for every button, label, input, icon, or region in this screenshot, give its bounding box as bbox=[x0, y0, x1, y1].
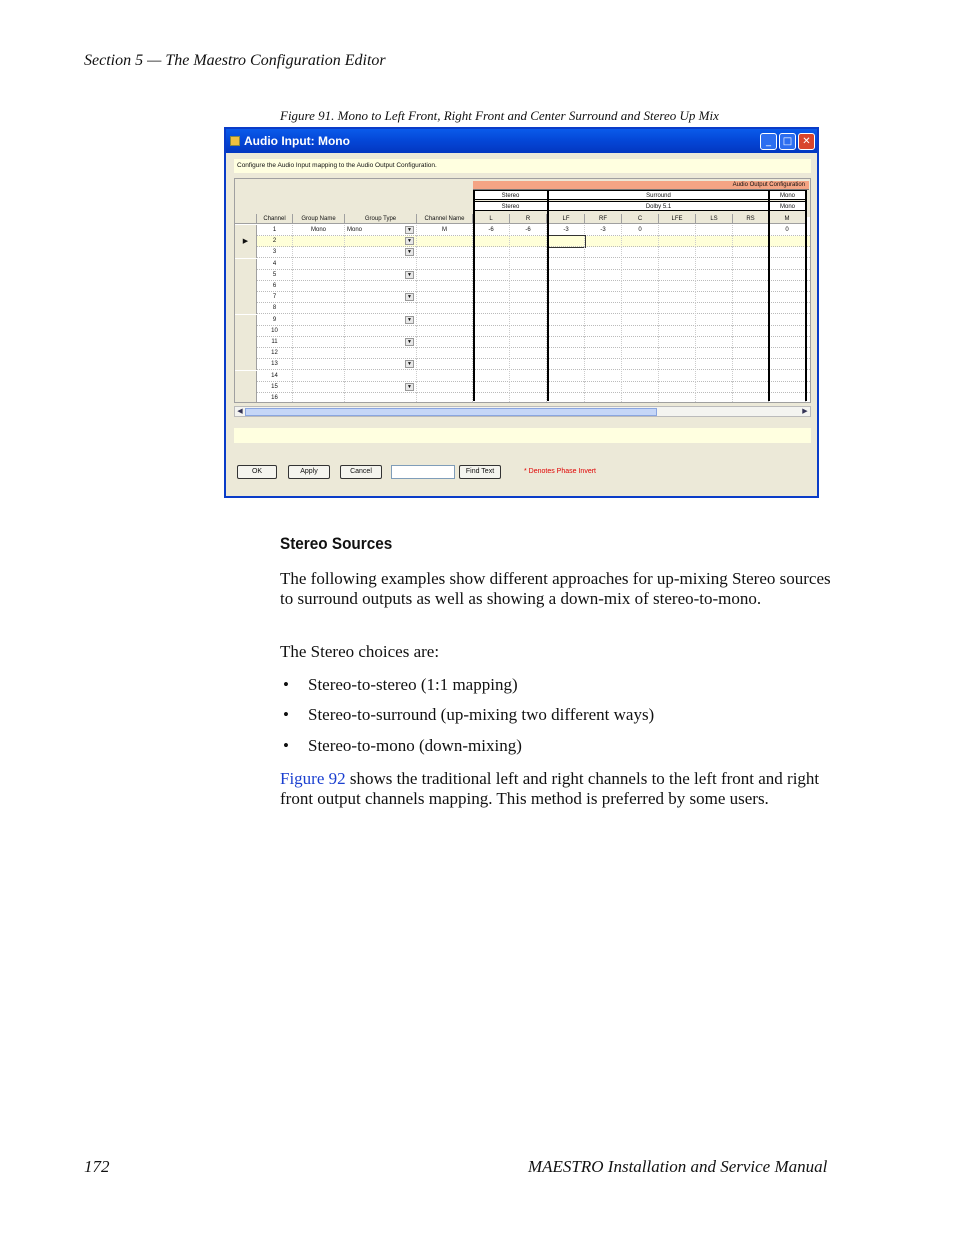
cell-channel[interactable]: 6 bbox=[257, 281, 293, 292]
cell-channel-name[interactable]: M bbox=[417, 225, 473, 236]
cell-channel-name[interactable] bbox=[417, 247, 473, 258]
cell-ls[interactable] bbox=[696, 326, 733, 337]
row-selector[interactable] bbox=[235, 247, 257, 258]
row-selector[interactable] bbox=[235, 382, 257, 393]
cell-channel[interactable]: 9 bbox=[257, 315, 293, 326]
cell-lf[interactable] bbox=[548, 326, 585, 337]
cell-channel[interactable]: 10 bbox=[257, 326, 293, 337]
cell-r[interactable] bbox=[510, 371, 547, 382]
cell-c[interactable] bbox=[622, 247, 659, 258]
cell-lf[interactable] bbox=[548, 303, 585, 314]
cell-r[interactable] bbox=[510, 382, 547, 393]
cell-rs[interactable] bbox=[733, 225, 769, 236]
cell-group-name[interactable] bbox=[293, 337, 345, 348]
cell-channel-name[interactable] bbox=[417, 303, 473, 314]
cell-channel[interactable]: 8 bbox=[257, 303, 293, 314]
cell-ls[interactable] bbox=[696, 303, 733, 314]
table-row[interactable] bbox=[235, 259, 811, 270]
cell-l[interactable] bbox=[473, 247, 510, 258]
cell-rf[interactable] bbox=[585, 292, 622, 303]
cell-group-name[interactable] bbox=[293, 382, 345, 393]
cell-group-type[interactable] bbox=[345, 303, 417, 314]
manual-title: MAESTRO Installation and Service Manual bbox=[528, 1157, 828, 1176]
scroll-left-icon[interactable]: ◀ bbox=[237, 407, 243, 415]
cell-lfe[interactable] bbox=[659, 236, 696, 247]
cell-ls[interactable] bbox=[696, 247, 733, 258]
group-type-dropdown-icon[interactable]: ▼ bbox=[405, 226, 414, 234]
column-header-channel: Channel bbox=[257, 214, 293, 224]
cell-rf[interactable]: -3 bbox=[585, 225, 622, 236]
row-header-corner bbox=[235, 214, 257, 224]
cell-rs[interactable] bbox=[733, 303, 769, 314]
cell-channel[interactable]: 5 bbox=[257, 270, 293, 281]
app-icon bbox=[230, 136, 240, 146]
column-header-m: M bbox=[769, 214, 806, 224]
column-header-l: L bbox=[473, 214, 510, 224]
running-header: Section 5 — The Maestro Configuration Editor bbox=[84, 52, 386, 69]
cell-rf[interactable] bbox=[585, 393, 622, 403]
table-row[interactable] bbox=[235, 326, 811, 337]
cell-channel-name[interactable] bbox=[417, 337, 473, 348]
cell-ls[interactable] bbox=[696, 393, 733, 403]
cell-channel-name[interactable] bbox=[417, 259, 473, 270]
cell-lfe[interactable] bbox=[659, 337, 696, 348]
cell-lfe[interactable] bbox=[659, 247, 696, 258]
cell-group-name[interactable] bbox=[293, 236, 345, 247]
minimize-button[interactable]: _ bbox=[760, 133, 777, 150]
cell-rs[interactable] bbox=[733, 348, 769, 359]
cell-l[interactable] bbox=[473, 382, 510, 393]
cell-ls[interactable] bbox=[696, 225, 733, 236]
cell-l[interactable] bbox=[473, 348, 510, 359]
table-row[interactable] bbox=[235, 270, 811, 281]
cell-rf[interactable] bbox=[585, 348, 622, 359]
cell-l[interactable] bbox=[473, 292, 510, 303]
table-row[interactable] bbox=[235, 247, 811, 258]
cell-r[interactable] bbox=[510, 281, 547, 292]
cell-m[interactable] bbox=[769, 337, 806, 348]
cell-channel-name[interactable] bbox=[417, 281, 473, 292]
cell-c[interactable] bbox=[622, 337, 659, 348]
cell-channel[interactable]: 14 bbox=[257, 371, 293, 382]
audio-input-window bbox=[224, 127, 819, 498]
cell-r[interactable] bbox=[510, 292, 547, 303]
column-header-ls: LS bbox=[696, 214, 733, 224]
cell-channel-name[interactable] bbox=[417, 270, 473, 281]
cell-channel[interactable]: 1 bbox=[257, 225, 293, 236]
cell-m[interactable] bbox=[769, 326, 806, 337]
cell-group-name[interactable] bbox=[293, 326, 345, 337]
cell-lfe[interactable] bbox=[659, 382, 696, 393]
row-selector[interactable] bbox=[235, 259, 257, 270]
cell-rs[interactable] bbox=[733, 326, 769, 337]
table-row[interactable] bbox=[235, 292, 811, 303]
cell-lfe[interactable] bbox=[659, 259, 696, 270]
cell-group-name[interactable] bbox=[293, 393, 345, 403]
section-heading: Stereo Sources bbox=[280, 534, 393, 553]
cell-group-type[interactable] bbox=[345, 371, 417, 382]
table-row[interactable] bbox=[235, 359, 811, 370]
find-text-button[interactable]: Find Text bbox=[459, 465, 501, 479]
column-header-r: R bbox=[510, 214, 547, 224]
cell-lf[interactable] bbox=[548, 292, 585, 303]
table-row[interactable] bbox=[235, 382, 811, 393]
table-row[interactable] bbox=[235, 315, 811, 326]
cell-group-name[interactable] bbox=[293, 315, 345, 326]
cell-rf[interactable] bbox=[585, 247, 622, 258]
cell-group-name[interactable] bbox=[293, 259, 345, 270]
cell-channel[interactable]: 16 bbox=[257, 393, 293, 403]
column-header-rs: RS bbox=[733, 214, 769, 224]
cell-lf[interactable] bbox=[548, 270, 585, 281]
row-selector[interactable] bbox=[235, 281, 257, 292]
stereo-right-border bbox=[547, 190, 549, 401]
cell-rs[interactable] bbox=[733, 359, 769, 370]
cell-c[interactable]: 0 bbox=[622, 225, 659, 236]
cell-group-type[interactable] bbox=[345, 348, 417, 359]
cell-channel-name[interactable] bbox=[417, 382, 473, 393]
group-type-dropdown-icon[interactable]: ▼ bbox=[405, 383, 414, 391]
column-header-channel-name: Channel Name bbox=[417, 214, 473, 224]
cell-r[interactable] bbox=[510, 236, 547, 247]
row-selector[interactable] bbox=[235, 326, 257, 337]
cell-rs[interactable] bbox=[733, 337, 769, 348]
table-row[interactable] bbox=[235, 393, 811, 403]
cell-m[interactable] bbox=[769, 393, 806, 403]
cell-ls[interactable] bbox=[696, 337, 733, 348]
cell-lfe[interactable] bbox=[659, 326, 696, 337]
cell-rs[interactable] bbox=[733, 315, 769, 326]
cell-l[interactable] bbox=[473, 281, 510, 292]
cell-channel[interactable]: 13 bbox=[257, 359, 293, 370]
cell-r[interactable]: -6 bbox=[510, 225, 547, 236]
cell-lf[interactable] bbox=[548, 359, 585, 370]
cell-rs[interactable] bbox=[733, 393, 769, 403]
column-header-group-name: Group Name bbox=[293, 214, 345, 224]
cell-group-name[interactable] bbox=[293, 371, 345, 382]
cell-rs[interactable] bbox=[733, 281, 769, 292]
cell-channel[interactable]: 3 bbox=[257, 247, 293, 258]
cell-rs[interactable] bbox=[733, 371, 769, 382]
cell-l[interactable] bbox=[473, 236, 510, 247]
cell-rf[interactable] bbox=[585, 270, 622, 281]
cell-group-name[interactable] bbox=[293, 359, 345, 370]
cell-channel-name[interactable] bbox=[417, 371, 473, 382]
cell-lfe[interactable] bbox=[659, 315, 696, 326]
cell-lf[interactable] bbox=[548, 281, 585, 292]
bullet-item: • Stereo-to-surround (up-mixing two different ways) bbox=[283, 705, 655, 724]
instruction-text: Configure the Audio Input mapping to the Audio Output Configuration. bbox=[234, 159, 811, 173]
ok-button[interactable]: OK bbox=[237, 465, 277, 479]
horizontal-scrollbar[interactable] bbox=[234, 406, 811, 417]
output-config-label: Audio Output Configuration bbox=[473, 181, 809, 190]
cell-l[interactable] bbox=[473, 393, 510, 403]
cell-lf[interactable] bbox=[548, 315, 585, 326]
surround-right-border bbox=[768, 190, 770, 401]
cell-lf[interactable] bbox=[548, 236, 585, 247]
cancel-button[interactable]: Cancel bbox=[340, 465, 382, 479]
figure-caption: Figure 91. Mono to Left Front, Right Front and Center Surround and Stereo Up Mix bbox=[280, 108, 719, 123]
cell-lf[interactable] bbox=[548, 371, 585, 382]
cell-channel[interactable]: 15 bbox=[257, 382, 293, 393]
row-selector[interactable] bbox=[235, 270, 257, 281]
cell-c[interactable] bbox=[622, 281, 659, 292]
stereo-group-name: Stereo bbox=[473, 201, 548, 211]
table-row[interactable] bbox=[235, 371, 811, 382]
cell-m[interactable] bbox=[769, 382, 806, 393]
cell-lfe[interactable] bbox=[659, 281, 696, 292]
cell-lfe[interactable] bbox=[659, 292, 696, 303]
cell-group-name[interactable] bbox=[293, 303, 345, 314]
cell-m[interactable] bbox=[769, 281, 806, 292]
row-selector[interactable] bbox=[235, 359, 257, 370]
cell-m[interactable] bbox=[769, 303, 806, 314]
table-row[interactable] bbox=[235, 225, 811, 236]
cell-r[interactable] bbox=[510, 315, 547, 326]
cell-ls[interactable] bbox=[696, 236, 733, 247]
cell-rs[interactable] bbox=[733, 236, 769, 247]
cell-rs[interactable] bbox=[733, 247, 769, 258]
cell-lf[interactable] bbox=[548, 337, 585, 348]
cell-c[interactable] bbox=[622, 326, 659, 337]
cell-group-name[interactable] bbox=[293, 247, 345, 258]
intro-paragraph: The following examples show different approaches for up-mixing Stereo sources to surround outputs as well as showing a down-mix of stereo-to-mono. bbox=[280, 569, 831, 608]
cell-lfe[interactable] bbox=[659, 371, 696, 382]
table-row[interactable] bbox=[235, 281, 811, 292]
cell-rs[interactable] bbox=[733, 292, 769, 303]
row-selector[interactable] bbox=[235, 371, 257, 382]
cell-rf[interactable] bbox=[585, 326, 622, 337]
surround-group-type: Surround bbox=[548, 190, 769, 200]
cell-channel-name[interactable] bbox=[417, 315, 473, 326]
cell-channel-name[interactable] bbox=[417, 236, 473, 247]
column-header-c: C bbox=[622, 214, 659, 224]
cell-m[interactable] bbox=[769, 292, 806, 303]
cell-rf[interactable] bbox=[585, 371, 622, 382]
column-header-group-type: Group Type bbox=[345, 214, 417, 224]
cell-rf[interactable] bbox=[585, 303, 622, 314]
cell-group-type[interactable]: Mono bbox=[345, 225, 417, 236]
bullet-item: • Stereo-to-mono (down-mixing) bbox=[283, 736, 522, 755]
cell-r[interactable] bbox=[510, 393, 547, 403]
maximize-button[interactable]: □ bbox=[779, 133, 796, 150]
cell-group-name[interactable] bbox=[293, 292, 345, 303]
cell-channel-name[interactable] bbox=[417, 393, 473, 403]
cell-ls[interactable] bbox=[696, 281, 733, 292]
row-selector[interactable] bbox=[235, 348, 257, 359]
cell-c[interactable] bbox=[622, 393, 659, 403]
cell-m[interactable]: 0 bbox=[769, 225, 806, 236]
group-type-dropdown-icon[interactable]: ▼ bbox=[405, 360, 414, 368]
column-header-lf: LF bbox=[548, 214, 585, 224]
cell-c[interactable] bbox=[622, 236, 659, 247]
cell-lfe[interactable] bbox=[659, 393, 696, 403]
cell-group-type[interactable] bbox=[345, 326, 417, 337]
cell-lfe[interactable] bbox=[659, 348, 696, 359]
cell-channel[interactable]: 7 bbox=[257, 292, 293, 303]
cell-channel[interactable]: 12 bbox=[257, 348, 293, 359]
row-selector[interactable] bbox=[235, 225, 257, 236]
cell-c[interactable] bbox=[622, 303, 659, 314]
group-type-dropdown-icon[interactable]: ▼ bbox=[405, 316, 414, 324]
cell-group-type[interactable] bbox=[345, 259, 417, 270]
cell-r[interactable] bbox=[510, 337, 547, 348]
cell-l[interactable] bbox=[473, 359, 510, 370]
cell-group-type[interactable] bbox=[345, 281, 417, 292]
phase-invert-note: * Denotes Phase Invert bbox=[524, 468, 596, 475]
cell-channel-name[interactable] bbox=[417, 348, 473, 359]
table-row[interactable] bbox=[235, 337, 811, 348]
cell-m[interactable] bbox=[769, 259, 806, 270]
cell-lfe[interactable] bbox=[659, 270, 696, 281]
status-bar bbox=[234, 428, 811, 443]
row-selector[interactable] bbox=[235, 337, 257, 348]
cell-c[interactable] bbox=[622, 270, 659, 281]
cell-channel[interactable]: 4 bbox=[257, 259, 293, 270]
cell-c[interactable] bbox=[622, 315, 659, 326]
group-type-dropdown-icon[interactable]: ▼ bbox=[405, 248, 414, 256]
current-row-indicator-icon[interactable]: ▶ bbox=[235, 236, 257, 247]
table-row[interactable] bbox=[235, 303, 811, 314]
cell-lf[interactable] bbox=[548, 247, 585, 258]
cell-m[interactable] bbox=[769, 315, 806, 326]
cell-l[interactable] bbox=[473, 270, 510, 281]
mono-right-border bbox=[805, 190, 807, 401]
cell-channel-name[interactable] bbox=[417, 292, 473, 303]
cell-ls[interactable] bbox=[696, 359, 733, 370]
cell-ls[interactable] bbox=[696, 259, 733, 270]
cell-rs[interactable] bbox=[733, 382, 769, 393]
cell-group-name[interactable] bbox=[293, 348, 345, 359]
mapping-grid bbox=[234, 178, 811, 403]
row-selector[interactable] bbox=[235, 393, 257, 403]
cell-r[interactable] bbox=[510, 326, 547, 337]
scroll-thumb[interactable] bbox=[245, 408, 657, 416]
choices-intro: The Stereo choices are: bbox=[280, 642, 440, 661]
cell-m[interactable] bbox=[769, 270, 806, 281]
cell-c[interactable] bbox=[622, 348, 659, 359]
cell-c[interactable] bbox=[622, 259, 659, 270]
column-header-lfe: LFE bbox=[659, 214, 696, 224]
cell-channel[interactable]: 2 bbox=[257, 236, 293, 247]
cell-group-name[interactable] bbox=[293, 270, 345, 281]
window-titlebar bbox=[226, 129, 817, 153]
cell-rf[interactable] bbox=[585, 337, 622, 348]
cell-l[interactable] bbox=[473, 371, 510, 382]
mono-group-name: Mono bbox=[769, 201, 806, 211]
cell-rf[interactable] bbox=[585, 236, 622, 247]
cell-group-name[interactable]: Mono bbox=[293, 225, 345, 236]
figure-reference-paragraph: Figure 92 shows the traditional left and right channels to the left front and right front output channels mapping. This method is preferred by some users. bbox=[280, 769, 820, 808]
cell-ls[interactable] bbox=[696, 315, 733, 326]
cell-lfe[interactable] bbox=[659, 225, 696, 236]
cell-l[interactable] bbox=[473, 315, 510, 326]
cell-l[interactable] bbox=[473, 337, 510, 348]
cell-rf[interactable] bbox=[585, 281, 622, 292]
cell-c[interactable] bbox=[622, 359, 659, 370]
cell-channel-name[interactable] bbox=[417, 359, 473, 370]
cell-l[interactable] bbox=[473, 303, 510, 314]
group-type-dropdown-icon[interactable]: ▼ bbox=[405, 338, 414, 346]
cell-rs[interactable] bbox=[733, 270, 769, 281]
group-type-dropdown-icon[interactable]: ▼ bbox=[405, 293, 414, 301]
find-text-input[interactable] bbox=[391, 465, 455, 479]
cell-rf[interactable] bbox=[585, 359, 622, 370]
cell-group-name[interactable] bbox=[293, 281, 345, 292]
cell-c[interactable] bbox=[622, 382, 659, 393]
cell-lf[interactable]: -3 bbox=[548, 225, 585, 236]
cell-c[interactable] bbox=[622, 292, 659, 303]
cell-l[interactable] bbox=[473, 259, 510, 270]
cell-ls[interactable] bbox=[696, 382, 733, 393]
page-number: 172 bbox=[84, 1157, 110, 1176]
cell-lf[interactable] bbox=[548, 382, 585, 393]
scroll-right-icon[interactable]: ▶ bbox=[802, 407, 808, 415]
cell-l[interactable]: -6 bbox=[473, 225, 510, 236]
cell-l[interactable] bbox=[473, 326, 510, 337]
group-type-dropdown-icon[interactable]: ▼ bbox=[405, 237, 414, 245]
cell-r[interactable] bbox=[510, 303, 547, 314]
cell-ls[interactable] bbox=[696, 348, 733, 359]
cell-lfe[interactable] bbox=[659, 303, 696, 314]
column-header-rf: RF bbox=[585, 214, 622, 224]
cell-lf[interactable] bbox=[548, 259, 585, 270]
cell-ls[interactable] bbox=[696, 292, 733, 303]
apply-button[interactable]: Apply bbox=[288, 465, 330, 479]
figure-92-link[interactable]: Figure 92 bbox=[280, 769, 346, 788]
stereo-left-border bbox=[473, 190, 475, 401]
cell-r[interactable] bbox=[510, 348, 547, 359]
cell-rf[interactable] bbox=[585, 315, 622, 326]
cell-m[interactable] bbox=[769, 236, 806, 247]
cell-c[interactable] bbox=[622, 371, 659, 382]
row-selector[interactable] bbox=[235, 315, 257, 326]
stereo-group-type: Stereo bbox=[473, 190, 548, 200]
cell-r[interactable] bbox=[510, 247, 547, 258]
surround-group-name: Dolby 5.1 bbox=[548, 201, 769, 211]
cell-r[interactable] bbox=[510, 270, 547, 281]
cell-r[interactable] bbox=[510, 359, 547, 370]
cell-ls[interactable] bbox=[696, 270, 733, 281]
cell-channel-name[interactable] bbox=[417, 326, 473, 337]
cell-lfe[interactable] bbox=[659, 359, 696, 370]
row-selector[interactable] bbox=[235, 303, 257, 314]
cell-lf[interactable] bbox=[548, 348, 585, 359]
bullet-item: • Stereo-to-stereo (1:1 mapping) bbox=[283, 675, 518, 694]
row-selector[interactable] bbox=[235, 292, 257, 303]
cell-r[interactable] bbox=[510, 259, 547, 270]
cell-rs[interactable] bbox=[733, 259, 769, 270]
cell-m[interactable] bbox=[769, 371, 806, 382]
cell-m[interactable] bbox=[769, 359, 806, 370]
group-type-dropdown-icon[interactable]: ▼ bbox=[405, 271, 414, 279]
close-button[interactable]: ✕ bbox=[798, 133, 815, 150]
mono-group-type: Mono bbox=[769, 190, 806, 200]
cell-m[interactable] bbox=[769, 348, 806, 359]
table-row[interactable] bbox=[235, 236, 811, 247]
window-title: Audio Input: Mono bbox=[244, 134, 350, 148]
cell-rf[interactable] bbox=[585, 382, 622, 393]
cell-lf[interactable] bbox=[548, 393, 585, 403]
cell-group-type[interactable] bbox=[345, 393, 417, 403]
cell-channel[interactable]: 11 bbox=[257, 337, 293, 348]
cell-rf[interactable] bbox=[585, 259, 622, 270]
cell-m[interactable] bbox=[769, 247, 806, 258]
table-row[interactable] bbox=[235, 348, 811, 359]
cell-ls[interactable] bbox=[696, 371, 733, 382]
